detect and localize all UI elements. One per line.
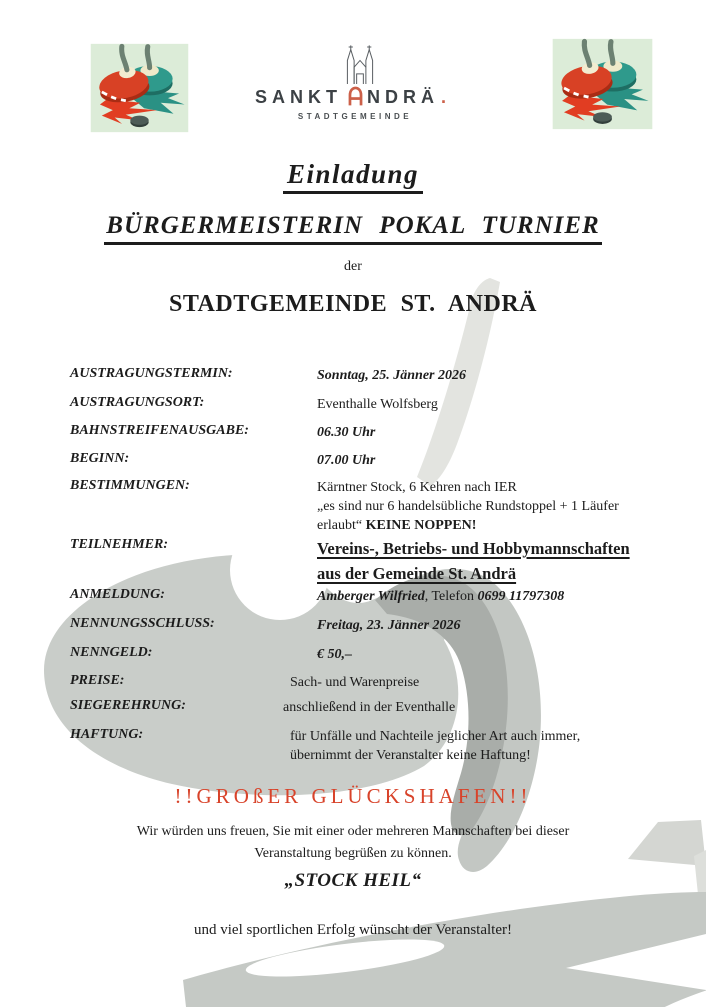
field-label: BEGINN:	[70, 451, 130, 466]
field-value-text: für Unfälle und Nachteile jeglicher Art auch immer,	[290, 729, 581, 744]
organizer-title: STADTGEMEINDE ST. ANDRÄ	[168, 291, 537, 317]
church-icon	[334, 42, 386, 84]
field-value	[317, 366, 466, 385]
field-value-text: anschließend in der Eventhalle	[283, 700, 456, 715]
field-value	[317, 587, 564, 606]
field-value-text: , Telefon	[424, 589, 478, 604]
field-value-text: 06.30 Uhr	[317, 425, 376, 440]
field-value-text: aus der Gemeinde St. Andrä	[317, 564, 517, 583]
field-value-text: übernimmt der Veranstalter keine Haftung!	[290, 748, 531, 763]
field-value-text: erlaubt“	[317, 518, 366, 533]
connector-text: der	[344, 259, 362, 274]
field-value-text: Amberger Wilfried	[317, 589, 425, 604]
field-label: AUSTRAGUNGSORT:	[70, 395, 205, 410]
field-label: BAHNSTREIFENAUSGABE:	[70, 423, 249, 438]
sankt-andrae-logo	[0, 42, 706, 121]
glueckshafen-highlight: !!GROßER GLÜCKSHAFEN!!	[174, 784, 532, 808]
field-value	[317, 395, 438, 414]
field-value-text: „es sind nur 6 handelsübliche Rundstoppel + 1 Läufer	[317, 499, 619, 514]
tournament-title: BÜRGERMEISTERIN POKAL TURNIER	[0, 212, 706, 245]
field-value	[317, 537, 630, 587]
field-label: TEILNEHMER:	[70, 537, 169, 552]
logo-subtitle: STADTGEMEINDE	[297, 112, 413, 121]
field-value-text: € 50,–	[317, 647, 352, 662]
field-value-text: Vereins-, Betriebs- und Hobbymannschaften	[317, 539, 630, 558]
field-value-text: Sach- und Warenpreise	[290, 675, 420, 690]
field-label: BESTIMMUNGEN:	[70, 478, 190, 493]
field-value	[317, 616, 461, 635]
closing-line-1: Wir würden uns freuen, Sie mit einer oder mehreren Mannschaften bei dieser	[136, 824, 570, 839]
field-value	[290, 727, 580, 765]
field-value	[290, 673, 419, 692]
field-label: SIEGEREHRUNG:	[70, 698, 186, 713]
invitation-heading: Einladung	[0, 159, 706, 194]
field-value-text: 07.00 Uhr	[317, 453, 376, 468]
field-label: ANMELDUNG:	[70, 587, 165, 602]
field-value	[317, 645, 352, 664]
stock-heil-toast: „STOCK HEIL“	[284, 870, 422, 891]
field-value-text: 0699 11797308	[477, 589, 565, 604]
field-value	[317, 478, 619, 535]
logo-text-pre: SANKT	[254, 87, 342, 107]
field-value-text: Sonntag, 25. Jänner 2026	[317, 368, 466, 383]
closing-line-2: Veranstaltung begrüßen zu können.	[254, 846, 452, 861]
field-value-text: Freitag, 23. Jänner 2026	[317, 618, 461, 633]
closing-final-line: und viel sportlichen Erfolg wünscht der Veranstalter!	[194, 922, 512, 938]
field-label: HAFTUNG:	[70, 727, 144, 742]
logo-dot: .	[440, 87, 451, 107]
field-label: AUSTRAGUNGSTERMIN:	[70, 366, 233, 381]
field-label: NENNUNGSSCHLUSS:	[70, 616, 215, 631]
field-label: NENNGELD:	[70, 645, 153, 660]
field-value-text: Kärntner Stock, 6 Kehren nach IER	[317, 480, 517, 495]
field-value-text: Eventhalle Wolfsberg	[317, 397, 438, 412]
field-value	[283, 698, 455, 717]
field-label: PREISE:	[70, 673, 125, 688]
arch-a-icon	[347, 86, 364, 106]
logo-wordmark	[255, 86, 451, 106]
field-value-text: KEINE NOPPEN!	[365, 518, 477, 533]
field-value	[317, 423, 375, 442]
logo-text-post: NDRÄ	[366, 87, 439, 107]
field-value	[317, 451, 375, 470]
